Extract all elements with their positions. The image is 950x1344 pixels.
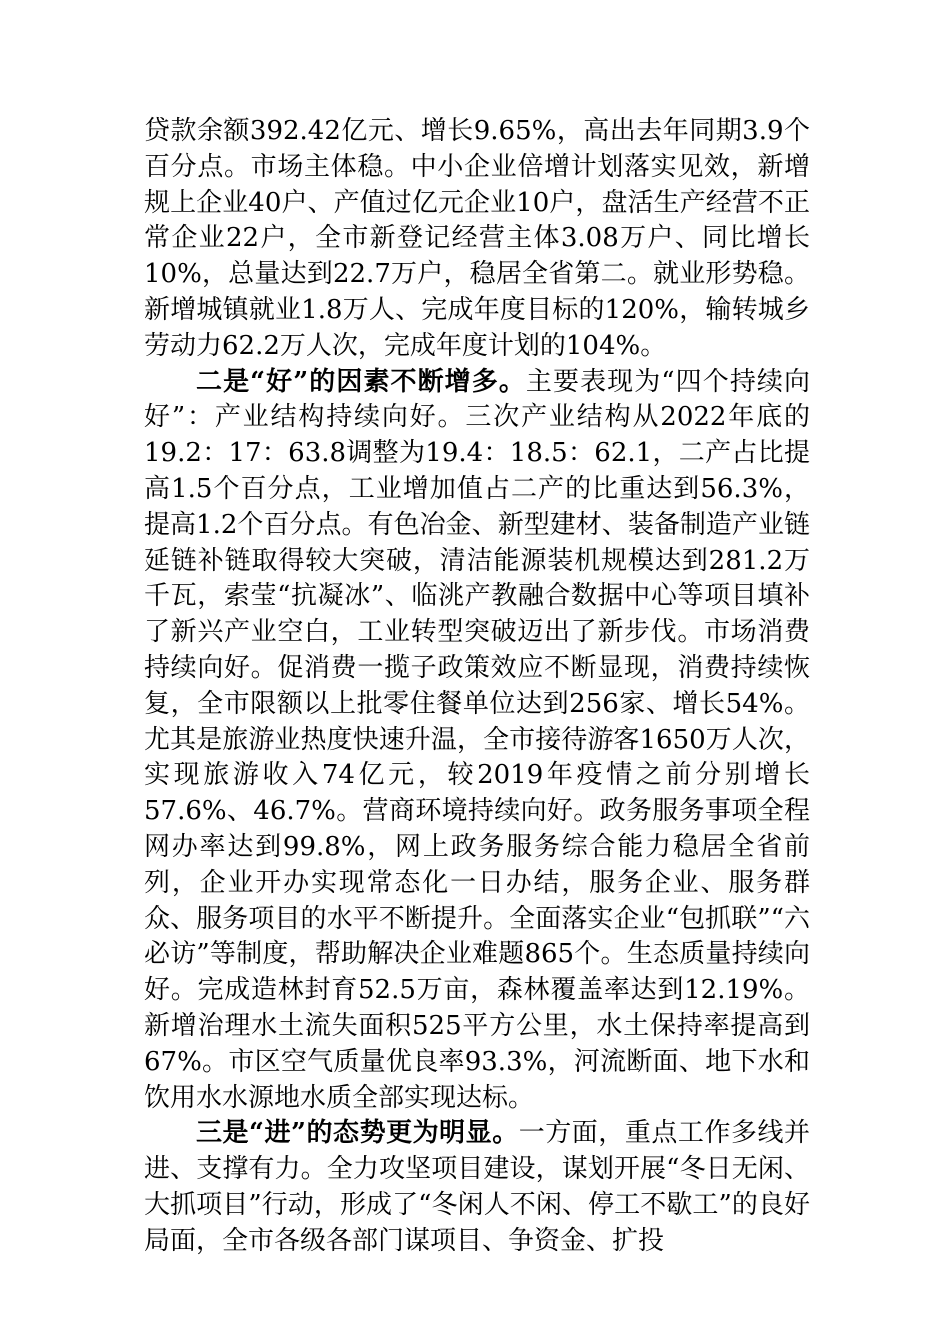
paragraph-2-lead: 二是“好”的因素不断增多。	[196, 366, 526, 397]
paragraph-1	[144, 114, 810, 365]
paragraph-2	[144, 365, 810, 1117]
paragraph-2-text: 主要表现为“四个持续向好”：产业结构持续向好。三次产业结构从2022年底的19.2：17：63.8调整为19.4：18.5：62.1，二产占比提高1.5个百分点，工业增加值占二产的比重达到56.3%，提高1.2个百分点。有色冶金、新型建材、装备制造产业链延链补链取得较大突破，清洁能源装机规模达到281.2万千瓦，索莹“抗凝冰”、临洮产教融合数据中心等项目填补了新兴产业空白，工业转型突破迈出了新步伐。市场消费持续向好。促消费一揽子政策效应不断显现，消费持续恢复，全市限额以上批零住餐单位达到256家、增长54%。尤其是旅游业热度快速升温，全市接待游客1650万人次，实现旅游收入74亿元，较2019年疫情之前分别增长57.6%、46.7%。营商环境持续向好。政务服务事项全程网办率达到99.8%，网上政务服务综合能力稳居全省前列，企业开办实现常态化一日办结，服务企业、服务群众、服务项目的水平不断提升。全面落实企业“包抓联”“六必访”等制度，帮助解决企业难题865个。生态质量持续向好。完成造林封育52.5万亩，森林覆盖率达到12.19%。新增治理水土流失面积525平方公里，水土保持率提高到67%。市区空气质量优良率93.3%，河流断面、地下水和饮用水水源地水质全部实现达标。	[144, 366, 810, 1113]
body-text	[144, 114, 810, 1260]
paragraph-3-text: 一方面，重点工作多线并进、支撑有力。全力攻坚项目建设，谋划开展“冬日无闲、大抓项目”行动，形成了“冬闲人不闲、停工不歇工”的良好局面，全市各级各部门谋项目、争资金、扩投	[144, 1118, 810, 1256]
paragraph-3	[144, 1116, 810, 1259]
paragraph-3-lead: 三是“进”的态势更为明显。	[196, 1118, 519, 1149]
paragraph-1-text: 贷款余额392.42亿元、增长9.65%，高出去年同期3.9个百分点。市场主体稳。中小企业倍增计划落实见效，新增规上企业40户、产值过亿元企业10户，盘活生产经营不正常企业22户，全市新登记经营主体3.08万户、同比增长10%，总量达到22.7万户，稳居全省第二。就业形势稳。新增城镇就业1.8万人、完成年度目标的120%，输转城乡劳动力62.2万人次，完成年度计划的104%。	[144, 116, 810, 361]
